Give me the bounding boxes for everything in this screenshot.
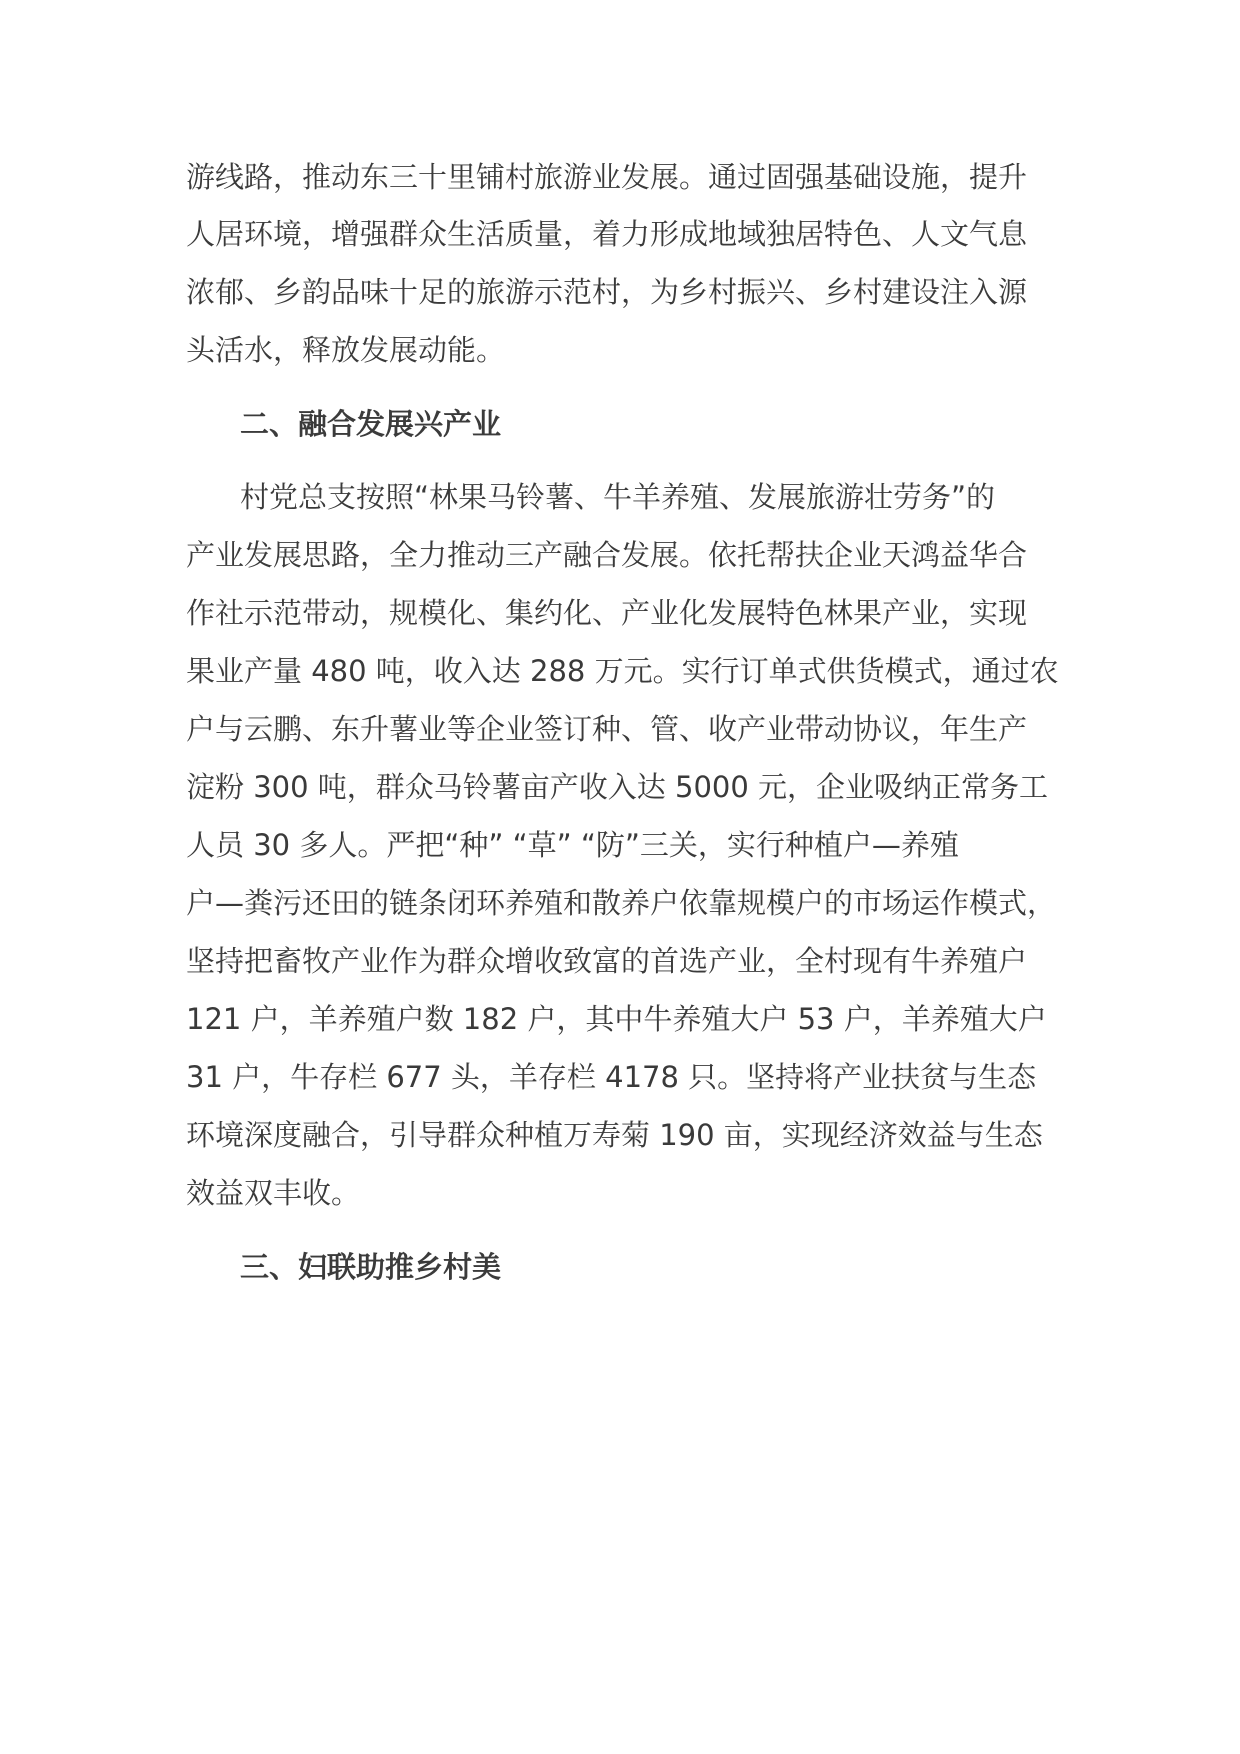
paragraph-line: 淀粉 300 吨，群众马铃薯亩产收入达 5000 元，企业吸纳正常务工: [186, 770, 1049, 804]
section-heading: 三、妇联助推乡村美: [240, 1250, 502, 1284]
paragraph-line: 坚持把畜牧产业作为群众增收致富的首选产业，全村现有牛养殖户: [186, 944, 1028, 978]
paragraph-line: 环境深度融合，引导群众种植万寿菊 190 亩，实现经济效益与生态: [186, 1118, 1043, 1152]
paragraph-line: 效益双丰收。: [186, 1176, 361, 1210]
paragraph-line: 游线路，推动东三十里铺村旅游业发展。通过固强基础设施，提升: [186, 160, 1028, 194]
paragraph-line: 产业发展思路，全力推动三产融合发展。依托帮扶企业天鸿益华合: [186, 538, 1028, 572]
paragraph-line: 浓郁、乡韵品味十足的旅游示范村，为乡村振兴、乡村建设注入源: [186, 275, 1028, 309]
paragraph-line: 户—粪污还田的链条闭环养殖和散养户依靠规模户的市场运作模式，: [186, 886, 1057, 920]
paragraph-line: 户与云鹏、东升薯业等企业签订种、管、收产业带动协议，年生产: [186, 712, 1028, 746]
paragraph-line: 村党总支按照“林果马铃薯、牛羊养殖、发展旅游壮劳务”的: [240, 480, 996, 514]
section-heading: 二、融合发展兴产业: [240, 407, 502, 441]
paragraph-line: 人居环境，增强群众生活质量，着力形成地域独居特色、人文气息: [186, 217, 1028, 251]
paragraph-line: 31 户，牛存栏 677 头，羊存栏 4178 只。坚持将产业扶贫与生态: [186, 1060, 1037, 1094]
paragraph-line: 人员 30 多人。严把“种” “草” “防”三关，实行种植户—养殖: [186, 828, 959, 862]
paragraph-line: 作社示范带动，规模化、集约化、产业化发展特色林果产业，实现: [186, 596, 1028, 630]
paragraph-line: 121 户，羊养殖户数 182 户，其中牛养殖大户 53 户，羊养殖大户: [186, 1002, 1047, 1036]
paragraph-line: 头活水，释放发展动能。: [186, 333, 506, 367]
paragraph-line: 果业产量 480 吨，收入达 288 万元。实行订单式供货模式，通过农: [186, 654, 1059, 688]
